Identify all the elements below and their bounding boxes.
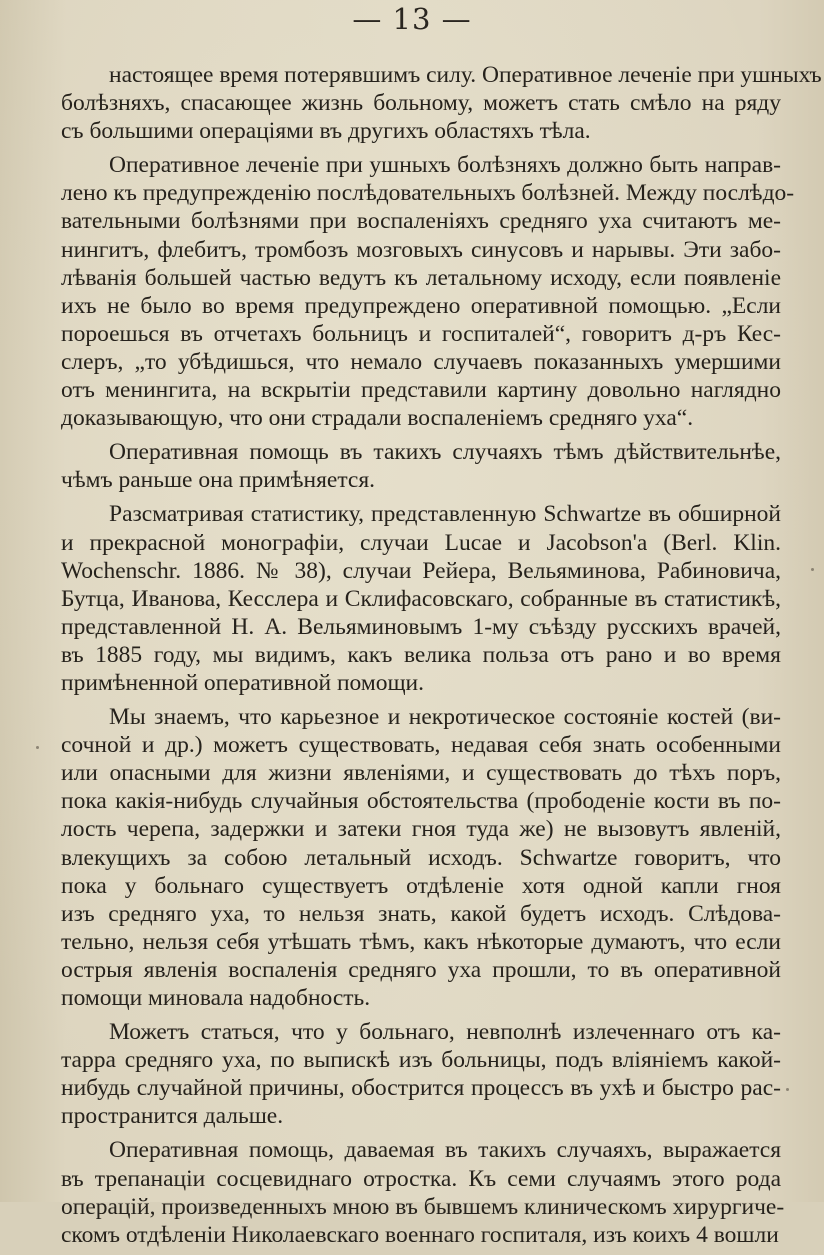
- paragraph: [61, 703, 781, 1012]
- text-line: сочной и др.) можетъ существовать, недавая себя знать особенными: [61, 732, 781, 759]
- paragraph: [61, 1018, 781, 1130]
- text-line: вательными болѣзнями при воспаленіяхъ средняго уха считаютъ ме-: [61, 208, 781, 235]
- text-line: болѣзняхъ, спасающее жизнь больному, можетъ стать смѣло на ряду: [61, 90, 781, 117]
- paper-speck: [811, 568, 814, 571]
- text-line: примѣненной оперативной помощи.: [61, 669, 424, 696]
- text-line: слеръ, „то убѣдишься, что немало случаевъ показанныхъ умершими: [61, 348, 781, 375]
- paper-speck: [786, 1088, 789, 1091]
- text-line: представленной Н. А. Вельяминовымъ 1-му съѣзду русскихъ врачей,: [61, 613, 781, 640]
- text-line: операцій, произведенныхъ мною въ бывшемъ клиническомъ хирургиче-: [61, 1193, 785, 1220]
- text-line: и прекрасной монографіи, случаи Lucae и Jacobson'а (Berl. Klin.: [61, 529, 781, 556]
- text-line: лено къ предупрежденію послѣдовательныхъ болѣзней. Между послѣдо-: [61, 180, 795, 207]
- text-line: настоящее время потерявшимъ силу. Оперативное леченіе при ушныхъ: [109, 62, 822, 88]
- text-line: скомъ отдѣленіи Николаевскаго военнаго госпиталя, изъ коихъ 4 вошли: [61, 1221, 779, 1248]
- text-line: пространится дальше.: [61, 1103, 284, 1130]
- paper-speck: [36, 746, 39, 749]
- page-number: — 13 —: [352, 2, 472, 36]
- text-line: влекущихъ за собою летальный исходъ. Schwartze говоритъ, что: [61, 844, 781, 871]
- text-line: лость черепа, задержки и затеки гноя туда же) не вызовутъ явленій,: [61, 816, 781, 843]
- text-line: въ трепанаціи сосцевиднаго отростка. Къ семи случаямъ этого рода: [61, 1165, 781, 1192]
- text-line: нибудь случайной причины, обострится процессъ въ ухѣ и быстро рас-: [61, 1075, 781, 1102]
- text-line: Разсматривая статистику, представленную Schwartze въ обширной: [109, 501, 781, 528]
- text-line: отъ менингита, на вскрытіи представили картину довольно наглядно: [61, 377, 781, 404]
- paragraph: [61, 1136, 785, 1248]
- text-line: нингитъ, флебитъ, тромбозъ мозговыхъ синусовъ и нарывы. Эти забо-: [61, 236, 781, 263]
- paragraph: [61, 151, 795, 432]
- text-line: Оперативная помощь въ такихъ случаяхъ тѣмъ дѣйствительнѣе,: [109, 439, 781, 466]
- text-line: Wochenschr. 1886. № 38), случаи Рейера, Вельяминова, Рабиновича,: [61, 557, 781, 584]
- text-line: Оперативная помощь, даваемая въ такихъ случаяхъ, выражается: [109, 1137, 781, 1164]
- text-line: острыя явленія воспаленія средняго уха прошли, то въ оперативной: [61, 956, 781, 983]
- text-line: пока какія-нибудь случайныя обстоятельства (прободеніе кости въ по-: [61, 788, 781, 815]
- text-line: помощи миновала надобность.: [61, 985, 371, 1011]
- body-text: [61, 61, 822, 1255]
- text-line: тарра средняго уха, по выпискѣ изъ больницы, подъ вліяніемъ какой-: [61, 1047, 781, 1074]
- text-line: изъ средняго уха, то нельзя знать, какой будетъ исходъ. Слѣдова-: [61, 900, 781, 927]
- text-line: пока у больнаго существуетъ отдѣленіе хотя одной капли гноя: [61, 872, 781, 899]
- text-line: съ большими операціями въ другихъ областяхъ тѣла.: [61, 118, 591, 145]
- text-line: пороешься въ отчетахъ больницъ и госпиталей“, говоритъ д-ръ Кес-: [61, 320, 781, 347]
- text-line: доказывающую, что они страдали воспаленіемъ средняго уха“.: [61, 405, 694, 432]
- text-line: Мы знаемъ, что карьезное и некротическое состояніе костей (ви-: [109, 704, 781, 731]
- text-line: или опасными для жизни явленіями, и существовать до тѣхъ поръ,: [61, 760, 781, 787]
- text-line: тельно, нельзя себя утѣшать тѣмъ, какъ нѣкоторые думаютъ, что если: [61, 928, 781, 955]
- text-line: Оперативное леченіе при ушныхъ болѣзняхъ должно быть направ-: [109, 152, 781, 179]
- text-line: лѣванія большей частью ведутъ къ летальному исходу, если появленіе: [61, 264, 781, 291]
- text-line: Бутца, Иванова, Кесслера и Склифасовскаго, собранные въ статистикѣ,: [61, 585, 781, 612]
- paragraph: [61, 61, 822, 145]
- text-line: ихъ не было во время предупреждено оперативной помощью. „Если: [61, 292, 781, 319]
- text-line: чѣмъ раньше она примѣняется.: [61, 467, 376, 494]
- paragraph: [61, 500, 781, 697]
- text-line: Можетъ статься, что у больнаго, невполнѣ излеченнаго отъ ка-: [109, 1019, 781, 1046]
- paragraph: [61, 438, 781, 494]
- text-line: въ 1885 году, мы видимъ, какъ велика польза отъ рано и во время: [61, 641, 781, 668]
